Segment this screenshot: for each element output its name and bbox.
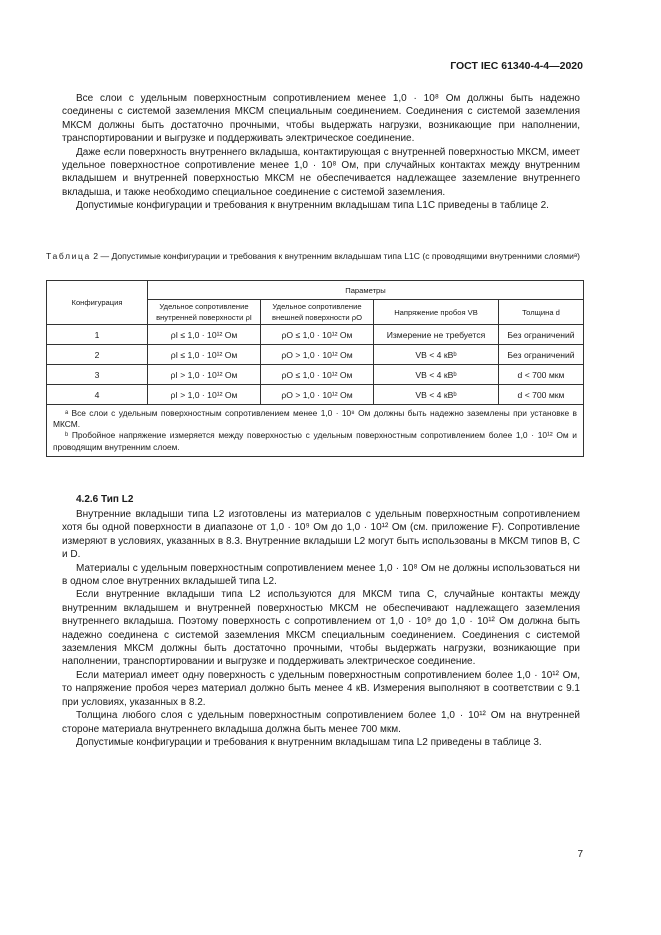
paragraph: Внутренние вкладыши типа L2 изготовлены из материалов с удельным поверхностным сопротивлением хотя бы одной поверхности в диапазоне от 1,0 · 10⁹ Ом до 1,0 · 10¹² Ом (см. приложение F). Сопротивление измеряют в условиях, указанных в 8.3. Внутренние вкладыши L2 могут быть использованы в МКСМ типов B, C и D. (62, 509, 580, 561)
standard-designation: ГОСТ IEC 61340-4-4—2020 (450, 60, 583, 72)
cell-config: 2 (47, 345, 148, 365)
paragraph: Толщина любого слоя с удельным поверхностным сопротивлением более 1,0 · 10¹² Ом на внутренней стороне материала внутреннего вкладыша должна быть менее 700 мкм. (62, 710, 580, 735)
paragraph: Все слои с удельным поверхностным сопротивлением менее 1,0 · 10⁸ Ом должны быть надежно соединены с системой заземления МКСМ специальным соединением. Соединения с системой заземления МКСМ должны быть достаточно прочными, чтобы выдержать нагрузки, возникающие при наполнении, транспортировании и выгрузке и поддерживать электрическое соединение. (62, 93, 580, 145)
header-outer-resistivity: Удельное сопротивление внешней поверхности ρO (261, 300, 374, 325)
table-notes-row (47, 405, 584, 457)
header-breakdown-voltage: Напряжение пробоя VB (374, 300, 499, 325)
cell-inner: ρI > 1,0 · 10¹² Ом (148, 365, 261, 385)
header-configuration: Конфигурация (47, 281, 148, 325)
cell-outer: ρO > 1,0 · 10¹² Ом (261, 385, 374, 405)
header-parameters: Параметры (148, 281, 584, 300)
cell-inner: ρI ≤ 1,0 · 10¹² Ом (148, 345, 261, 365)
cell-config: 1 (47, 325, 148, 345)
cell-thickness: Без ограничений (499, 345, 584, 365)
cell-outer: ρO > 1,0 · 10¹² Ом (261, 345, 374, 365)
table-caption-label: Таблица (46, 251, 91, 261)
cell-inner: ρI ≤ 1,0 · 10¹² Ом (148, 325, 261, 345)
cell-thickness: d < 700 мкм (499, 385, 584, 405)
paragraph: Материалы с удельным поверхностным сопротивлением менее 1,0 · 10⁸ Ом не должны использоваться ни в одном слое внутренних вкладышей типа L2. (62, 562, 580, 588)
table-note-a: ᵃ Все слои с удельным поверхностным сопротивлением менее 1,0 · 10⁸ Ом должны быть надежно заземлены при установке в МКСМ. (53, 408, 577, 430)
intro-text (62, 92, 580, 213)
table-notes (47, 405, 584, 457)
table-caption-text: 2 — Допустимые конфигурации и требования к внутренним вкладышам типа L1C (с проводящими внутренними слоямиᵃ) (90, 251, 580, 261)
table-row (47, 325, 584, 345)
requirements-table (46, 280, 584, 457)
cell-config: 3 (47, 365, 148, 385)
paragraph: Допустимые конфигурации и требования к внутренним вкладышам типа L2 приведены в таблице 3. (76, 736, 542, 748)
header-thickness: Толщина d (499, 300, 584, 325)
cell-outer: ρO ≤ 1,0 · 10¹² Ом (261, 325, 374, 345)
cell-voltage: VB < 4 кВᵇ (374, 385, 499, 405)
table-row (47, 385, 584, 405)
table-row (47, 365, 584, 385)
header-inner-resistivity: Удельное сопротивление внутренней поверхности ρI (148, 300, 261, 325)
cell-inner: ρI > 1,0 · 10¹² Ом (148, 385, 261, 405)
section-text (62, 508, 580, 749)
cell-voltage: Измерение не требуется (374, 325, 499, 345)
paragraph: Если внутренние вкладыши типа L2 используются для МКСМ типа C, случайные контакты между внутренним вкладышем и внутренней поверхностью МКСМ не обеспечивают надлежащего заземления внутреннего вкладыша. Поэтому поверхность с сопротивлением от 1,0 · 10⁹ до 1,0 · 10¹² Ом должна быть надежно соединена с системой заземления МКСМ специальным соединением. Соединения с системой заземления МКСМ должны быть достаточно прочными, чтобы выдержать нагрузки, возникающие при наполнении, транспортировании и выгрузке и поддерживать электрическое соединение. (62, 589, 580, 668)
cell-voltage: VB < 4 кВᵇ (374, 345, 499, 365)
paragraph: Если материал имеет одну поверхность с удельным поверхностным сопротивлением более 1,0 · 10¹² Ом, то напряжение пробоя через материал должно быть менее 4 кВ. Измерения выполняют в соответствии с 9.1 при условиях, указанных в 8.2. (62, 669, 580, 708)
paragraph: Допустимые конфигурации и требования к внутренним вкладышам типа L1C приведены в таблице 2. (76, 200, 549, 212)
section-heading: 4.2.6 Тип L2 (76, 494, 134, 505)
cell-outer: ρO ≤ 1,0 · 10¹² Ом (261, 365, 374, 385)
table-caption (46, 251, 584, 262)
table-row (47, 345, 584, 365)
cell-thickness: d < 700 мкм (499, 365, 584, 385)
table-note-b: ᵇ Пробойное напряжение измеряется между поверхностью с удельным поверхностным сопротивлением более 1,0 · 10¹² Ом и проводящим внутренним слоем. (53, 430, 577, 452)
cell-thickness: Без ограничений (499, 325, 584, 345)
page-number: 7 (577, 849, 583, 860)
cell-config: 4 (47, 385, 148, 405)
paragraph: Даже если поверхность внутреннего вкладыша, контактирующая с внутренней поверхностью МКСМ, имеет удельное поверхностное сопротивление менее 1,0 · 10⁸ Ом, при случайных контактах между внутренним вкладышем и внутренней поверхностью МКСМ не обеспечивается надлежащее заземление внутреннего вкладыша, и также необходимо специальное соединение с системой заземления. (62, 146, 580, 198)
cell-voltage: VB < 4 кВᵇ (374, 365, 499, 385)
